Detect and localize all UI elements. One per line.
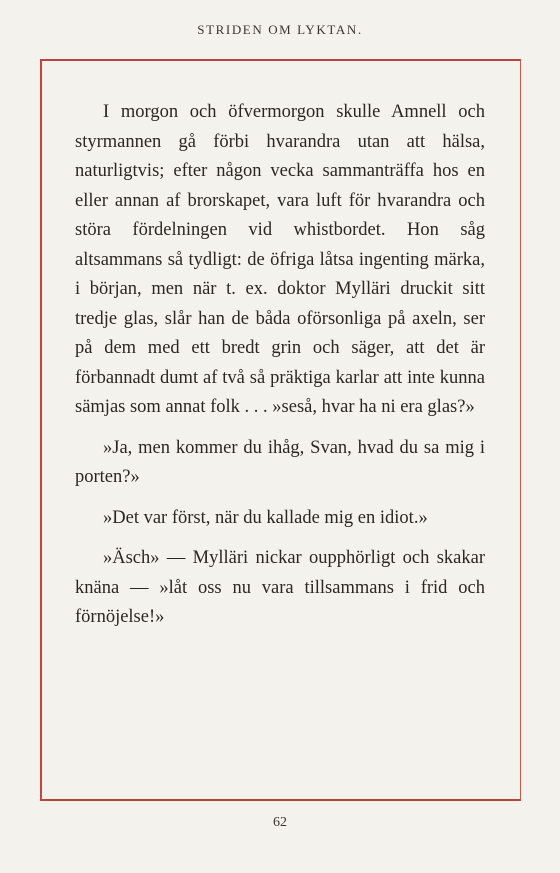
paragraph-narration: I morgon och öfvermorgon skulle Amnell och styrmannen gå förbi hvarandra utan att hälsa, naturligtvis; efter någon vecka sammanträffa hos en eller annan af brorskapet, vara luft för hvarandra och störa fördelningen vid whistbordet. Hon såg altsammans så tydligt: de öfriga låtsa ingenting märka, i början, men när t. ex. doktor Mylläri druckit sitt tredje glas, slår han de båda oförsonliga på axeln, ser på dem med ett bredt grin och säger, att det är förbannadt dumt af två så präktiga karlar att inte kunna sämjas som annat folk . . . »seså, hvar ha ni era glas?» xyxy=(75,102,485,417)
paragraph-dialogue-3: »Äsch» — Mylläri nickar oupphörligt och skakar knäna — »låt oss nu vara tillsammans i frid och förnöjelse!» xyxy=(75,548,485,627)
running-header: STRIDEN OM LYKTAN. xyxy=(197,22,363,37)
body-text xyxy=(75,98,485,633)
paragraph-dialogue-2: »Det var först, när du kallade mig en idiot.» xyxy=(103,507,428,528)
page-number: 62 xyxy=(273,815,287,830)
paragraph-dialogue-1: »Ja, men kommer du ihåg, Svan, hvad du sa mig i porten?» xyxy=(75,437,485,487)
